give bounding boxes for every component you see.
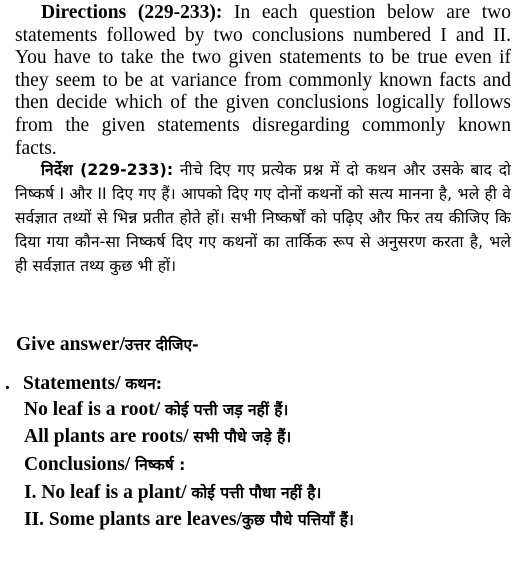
statements-heading-hindi: कथन: bbox=[125, 375, 162, 393]
conclusion-hindi: कुछ पौधे पत्तियाँ हैं। bbox=[241, 511, 354, 529]
directions-hindi-text: नीचे दिए गए प्रत्येक प्रश्न में दो कथन और उसके बाद दो निष्कर्ष I और II दिए गए हैं। आपको दिए गए दोनों कथनों को सत्य मानना है, भले ही वे सर्वज्ञात तथ्यों से भिन्न प्रतीत होते हों। सभी निष्कर्षों को पढ़िए और फिर तय कीजिए कि दिया गया कौन-सा निष्कर्ष दिए गए कथनों का तार्किक रूप से अनुसरण करता है, भले ही सर्वज्ञात तथ्य कुछ भी हों। bbox=[15, 161, 512, 276]
directions-english-text: In each question below are two statements followed by two conclusions numbered I and II. You have to take the two given statements to be true even if they seem to be at variance from commonly known facts and then decide which of the given conclusions logically follows from the given statements disregarding commonly known facts. bbox=[15, 2, 512, 159]
conclusions-heading-hindi: निष्कर्ष : bbox=[135, 456, 186, 474]
statements-heading-english: Statements/ bbox=[23, 373, 126, 394]
list-bullet: . bbox=[5, 373, 10, 394]
statement-english: No leaf is a root/ bbox=[24, 399, 165, 420]
conclusions-heading-english: Conclusions/ bbox=[24, 454, 136, 475]
statement-item bbox=[24, 398, 288, 422]
give-answer-line bbox=[16, 333, 199, 357]
conclusion-item bbox=[24, 508, 354, 532]
statements-heading bbox=[5, 372, 162, 396]
statement-item bbox=[24, 425, 291, 449]
directions-hindi-label: निर्देश (229-233): bbox=[41, 161, 174, 179]
statement-hindi: सभी पौधे जड़े हैं। bbox=[193, 428, 292, 446]
conclusion-english: II. Some plants are leaves/ bbox=[24, 509, 242, 530]
conclusion-item bbox=[24, 481, 321, 505]
conclusion-english: I. No leaf is a plant/ bbox=[24, 482, 192, 503]
give-answer-english: Give answer/ bbox=[16, 334, 125, 355]
directions-english bbox=[15, 2, 511, 160]
directions-hindi bbox=[15, 158, 511, 278]
statement-hindi: कोई पत्ती जड़ नहीं हैं। bbox=[165, 401, 289, 419]
give-answer-hindi: उत्तर दीजिए- bbox=[124, 336, 199, 354]
statement-english: All plants are roots/ bbox=[24, 426, 194, 447]
conclusions-heading bbox=[24, 453, 185, 477]
conclusion-hindi: कोई पत्ती पौधा नहीं है। bbox=[191, 484, 322, 502]
directions-english-label: Directions (229-233): bbox=[41, 2, 223, 23]
